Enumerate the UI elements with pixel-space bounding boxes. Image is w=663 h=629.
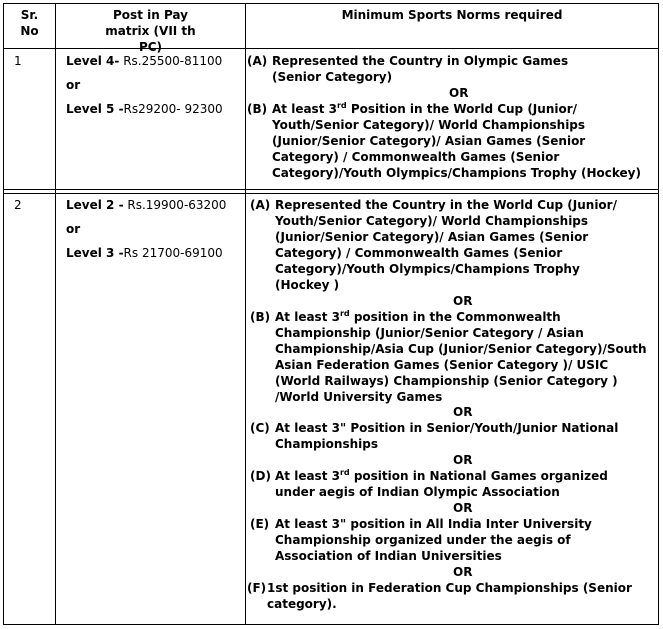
row-2-criterion-b: (B) At least 3rd position in the Commonwealth Championship (Junior/Senior Category / Asian Championship/Asia Cup (Junior/Senior Category)/South Asian Federation Games (Senior Category )/ USIC (World Railways) Championship (Senior Category ) /World University Games xyxy=(250,309,647,404)
row-2-or-separator: OR xyxy=(453,294,473,308)
row-1-post-1: Level 4- Rs.25500-81100 xyxy=(66,54,223,68)
column-divider xyxy=(245,4,246,624)
row-2-or-separator: OR xyxy=(453,405,473,419)
header-sr-no: Sr. No xyxy=(20,8,39,38)
row-2-criterion-e: (E) At least 3" position in All India Inter University Championship organized under the aegis of Association of Indian Universities xyxy=(250,517,592,563)
row-divider xyxy=(4,193,658,194)
row-divider xyxy=(4,189,658,190)
column-divider xyxy=(55,4,56,624)
row-1-criterion-b: (B) At least 3rd Position in the World Cup (Junior/ Youth/Senior Category)/ World Championships (Junior/Senior Category)/ Asian Games (Senior Category) / Commonwealth Games (Senior Category)/Youth Olympics/Champions Trophy (Hockey) xyxy=(247,101,641,180)
row-2-or-separator: OR xyxy=(453,501,473,515)
row-1-criterion-a: (A) Represented the Country in Olympic Games (Senior Category) xyxy=(247,54,569,84)
row-2-criterion-d: (D) At least 3rd position in National Games organized under aegis of Indian Olympic Association xyxy=(250,468,608,499)
row-2-criterion-a: (A) Represented the Country in the World Cup (Junior/ Youth/Senior Category)/ World Championships (Junior/Senior Category)/ Asian Games (Senior Category) / Commonwealth Games (Senior Category)/Youth Olympics/Champions Trophy (Hockey ) xyxy=(250,198,617,292)
header-norms: Minimum Sports Norms required xyxy=(341,8,563,22)
row-1-or: or xyxy=(66,78,81,92)
row-2-or-separator: OR xyxy=(453,453,473,467)
row-2-or-separator: OR xyxy=(453,565,473,579)
sports-norms-table xyxy=(3,3,659,625)
row-2-criterion-c: (C) At least 3" Position in Senior/Youth/Junior National Championships xyxy=(250,421,619,451)
row-2-post-1: Level 2 - Rs.19900-63200 xyxy=(66,198,227,212)
row-1-sr: 1 xyxy=(14,54,22,68)
row-2-sr: 2 xyxy=(14,198,22,212)
header-post: Post in Pay matrix (VII th PC) xyxy=(105,8,196,54)
row-2-or: or xyxy=(66,222,81,236)
row-2-post-2: Level 3 -Rs 21700-69100 xyxy=(66,246,223,260)
row-2-criterion-f: (F) 1st position in Federation Cup Championships (Senior category). xyxy=(247,581,632,611)
row-1-or-separator: OR xyxy=(449,86,469,100)
row-1-post-2: Level 5 -Rs29200- 92300 xyxy=(66,102,223,116)
